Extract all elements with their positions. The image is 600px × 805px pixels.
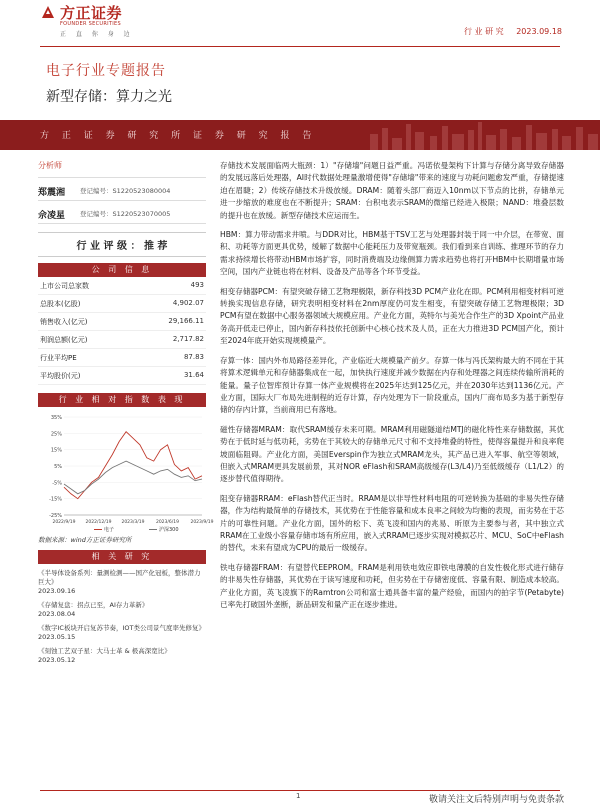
x-tick-label: 2023/9/19	[190, 520, 214, 525]
info-row	[38, 313, 206, 331]
related-research-item[interactable]	[38, 624, 206, 642]
x-tick-label: 2023/6/19	[155, 520, 180, 525]
related-title: 《半导体设备系列：量测检测——国产化冠板，整体潜力巨大》	[38, 569, 201, 586]
disclaimer-note: 敬请关注文后特别声明与免责条款	[428, 795, 564, 805]
info-row	[38, 277, 206, 295]
x-tick-label: 2022/9/19	[52, 520, 76, 525]
y-tick-label: 25%	[50, 431, 62, 438]
paragraph-pcm: 相变存储器PCM：有望突破存储工艺物理极限，新存科技3D PCM产业化在即。PCM利用相变材料可逆转换实现信息存储，研究表明相变材料在2nm厚度仍可发生相变，有望突破存储工艺物理极限；3D PCM有望在数据中心服务器领域大规模应用。产业化方面，英特尔与美光合作生产的3D Xpoint产品业务高开低走已停止，国内新存科技依托创新中心核心技术及人员，正在大力推进3D PCM国产化，预计至2024年底开始实现规模量产。	[220, 286, 564, 346]
related-title: 《刻蚀工艺双子星：大马士革 & 极高深宽比》	[38, 647, 171, 655]
institute-banner	[0, 120, 600, 150]
analyst-label: 分析师	[38, 161, 62, 170]
related-research-item[interactable]	[38, 569, 206, 596]
paragraph-hbm: HBM：算力带动需求井喷。与DDR对比，HBM基于TSV工艺与处理器封装于同一中介层，在带宽、面积、功耗等方面更具优势，缓解了数据中心能耗压力及带宽瓶颈。我们看到来自训练、推理环节的存力需求持续增长将带动HBM市场扩容，同时消费端及边缘侧算力需求趋势也将打开HBM中长期增量市场空间，国内产业链也将在材料、设备及产品等各个环节受益。	[220, 230, 564, 277]
header-meta	[454, 26, 562, 37]
series-line-electronics	[64, 432, 202, 499]
analyst-row	[38, 200, 206, 224]
paragraph-fram: 铁电存储器FRAM：有望替代EEPROM。FRAM是利用铁电效应即铁电薄膜的自发性极化形式进行储存的非易失性存储器，其优势在于读写速度和功耗，但劣势在于存储密度低、容量有限、制造成本较高。产业化方面，英飞凌旗下的Ramtron公司和富士通具备丰富的量产经验，而国内的拍字节(Petabyte)已率先打破国外垄断，新品研发和量产正在逐步推进。	[220, 562, 564, 609]
info-key: 销售收入(亿元)	[40, 318, 88, 326]
founder-logo-icon	[40, 4, 56, 20]
related-research-title: 相 关 研 究	[38, 550, 206, 564]
info-key: 行业平均PE	[40, 354, 77, 362]
related-date: 2023.08.04	[38, 610, 76, 618]
report-subtitle: 新型存储：算力之光	[46, 89, 172, 105]
info-value: 87.83	[183, 353, 204, 361]
related-title: 《数字IC板块开启复苏节奏，IOT类公司景气度率先修复》	[38, 624, 205, 632]
report-date: 2023.09.18	[516, 27, 562, 36]
page-number: 1	[296, 792, 301, 800]
paragraph-storage-bottleneck: 存储技术发展面临两大瓶颈：1）"存储墙"问题日益严重。冯诺依曼架构下计算与存储分离导致存储器的发展远落后处理器，AI时代数据处理量激增使得"存储墙"带来的速度与功耗问题愈发严重，存储提速迫在眉睫；2）传统存储技术升级放缓。DRAM：随着头部厂商迈入10nm以下节点的比拼，存储单元进一步缩放的难度也在不断提升；SRAM：台积电表示SRAM的微缩已经进入极限；NAND：堆叠层数的提升也在放缓。新型存储技术应运而生。	[220, 161, 564, 220]
info-row	[38, 331, 206, 349]
info-value: 4,902.07	[172, 299, 204, 307]
y-tick-label: 15%	[50, 447, 62, 454]
company-logo	[40, 2, 200, 42]
info-row	[38, 349, 206, 367]
x-tick-label: 2023/3/19	[121, 520, 145, 525]
info-key: 利润总额(亿元)	[40, 336, 88, 344]
y-tick-label: 35%	[50, 415, 62, 421]
industry-rating: 行 业 评 级 ： 推 荐	[38, 232, 206, 257]
info-row	[38, 295, 206, 313]
info-value: 29,166.11	[168, 317, 204, 325]
sidebar	[38, 160, 214, 665]
trend-chart-svg	[38, 411, 214, 533]
chart-source: 数据来源：wind方正证券研究所	[38, 536, 132, 544]
analyst-row	[38, 177, 206, 200]
city-skyline-icon	[360, 120, 600, 150]
report-header	[0, 0, 600, 48]
report-title: 电子行业专题报告	[46, 63, 166, 79]
y-tick-label: 5%	[54, 464, 62, 470]
paragraph-mram: 磁性存储器MRAM：取代SRAM缓存未来可期。MRAM利用磁隧道结MTJ的磁化特性来存储数据，其优势在于低时延与低功耗，劣势在于其较大的存储单元尺寸和不支持堆叠的特性，使得容量提升和良率爬坡面临阻碍。产业化方面，美国Everspin作为独立式MRAM龙头，其产品已进入军事、航空等领域，但嵌入式MRAM更具发展前景，其对NOR eFlash和SRAM高级缓存(L3/L4)乃至低级缓存（L1/L2）的逐步替代值得期待。	[220, 424, 564, 484]
related-date: 2023.05.12	[38, 656, 76, 664]
banner-text: 方 正 证 券 研 究 所 证 券 研 究 报 告	[40, 131, 317, 141]
related-date: 2023.09.16	[38, 587, 76, 595]
y-tick-label: -25%	[49, 513, 62, 519]
related-title: 《存储复盘：拐点已至，AI存力革新》	[38, 601, 149, 609]
logo-chinese-name: 方正证券	[60, 4, 123, 22]
analyst-name: 佘凌星	[38, 211, 66, 221]
info-value: 493	[190, 281, 204, 289]
header-divider	[40, 46, 560, 47]
related-research-item[interactable]	[38, 601, 206, 619]
info-key: 平均股价(元)	[40, 372, 81, 380]
related-research-item[interactable]	[38, 647, 206, 665]
report-category: 行 业 研 究	[464, 27, 504, 36]
analyst-reg-number: 登记编号：S1220523070005	[80, 210, 171, 218]
footer-divider	[40, 790, 560, 791]
x-tick-label: 2022/12/19	[85, 520, 112, 525]
main-body	[220, 160, 564, 618]
info-value: 2,717.82	[172, 335, 204, 343]
info-value: 31.64	[183, 371, 204, 379]
trend-chart	[38, 411, 214, 533]
y-tick-label: -5%	[52, 480, 62, 487]
legend-label: 电子	[104, 527, 115, 533]
company-info-title: 公 司 信 息	[38, 263, 206, 277]
logo-slogan: 正 直 你 身 边	[60, 31, 134, 38]
paragraph-compute-in-memory: 存算一体：国内外布局路径差异化，产业临近大规模量产前夕。存算一体与冯氏架构最大的不同在于其将算术逻辑单元和存储器集成在一起，加快执行速度并减少数据在内存和处理器之间连续传输所消耗的能量。量子位智库预计存算一体产业规模将在2025年达到125亿元，并在2030年达到1136亿元。产业方面，国际大厂布局先进制程的近存计算，存内处理为下一阶段重点，国内厂商布局多为基于新型存储的存内计算，当前商用已有落地。	[220, 355, 564, 415]
trend-chart-title: 行 业 相 对 指 数 表 现	[38, 393, 206, 407]
company-info-table	[38, 277, 206, 385]
y-tick-label: -15%	[49, 496, 62, 503]
logo-english-name: FOUNDER SECURITIES	[60, 21, 121, 27]
info-row	[38, 367, 206, 385]
paragraph-rram: 阻变存储器RRAM：eFlash替代正当时。RRAM是以非导性材料电阻的可逆转换为基础的非易失性存储器，作为结构最简单的存储技术，其优势在于性能容量和成本良率之间较为均衡的表现，而劣势在于芯片的可靠性问题。产业化方面，国外的松下、英飞凌和国内的兆易、昕原为主要参与者，其中独立式RRAM在工业级小容量存储市场有所应用，嵌入式RRAM已逐步实现对模拟芯片、MCU、SoC中eFlash的替代，未来有望成为CPU的最后一级缓存。	[220, 493, 564, 553]
info-key: 总股本(亿股)	[40, 300, 81, 308]
info-key: 上市公司总家数	[40, 282, 89, 290]
related-date: 2023.05.15	[38, 633, 76, 641]
analyst-name: 郑震湘	[38, 188, 66, 198]
legend-label: 沪深300	[159, 527, 179, 533]
analyst-reg-number: 登记编号：S1220523080004	[80, 187, 171, 195]
